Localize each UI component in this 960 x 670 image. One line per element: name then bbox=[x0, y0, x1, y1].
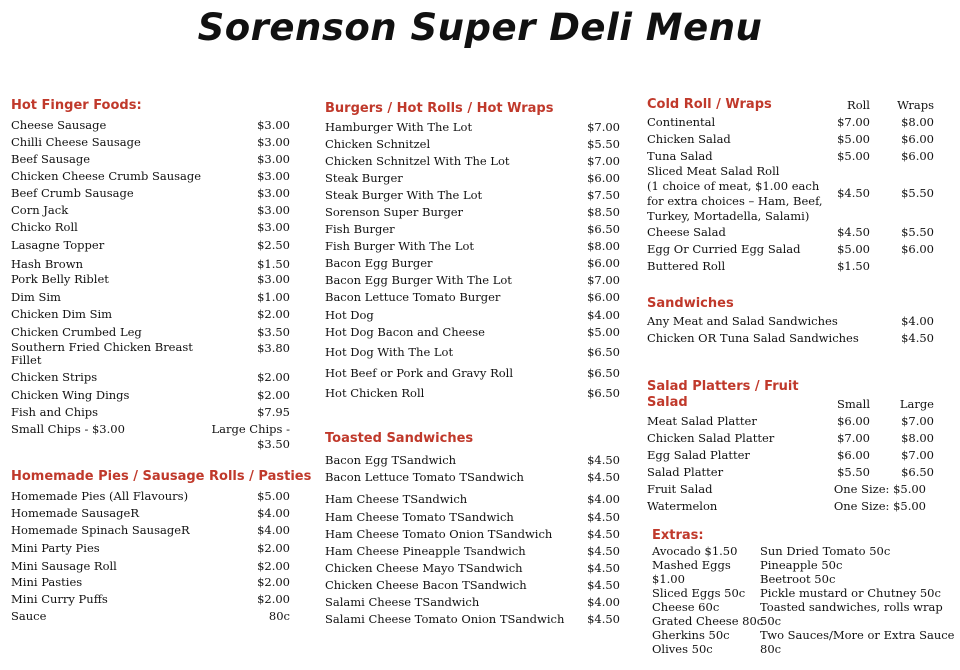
pies-heading: Homemade Pies / Sausage Rolls / Pasties bbox=[11, 469, 312, 484]
wrap-price: $6.00 bbox=[901, 242, 934, 256]
menu-item-name: Dim Sim bbox=[11, 290, 61, 304]
small-price: $7.00 bbox=[837, 431, 870, 445]
menu-item-price: $2.00 bbox=[257, 307, 290, 321]
menu-item-price: $2.00 bbox=[257, 592, 290, 606]
menu-item-price: $8.50 bbox=[587, 205, 620, 219]
menu-item-name: Chicko Roll bbox=[11, 220, 78, 234]
menu-item-price: $8.00 bbox=[587, 239, 620, 253]
extra-item: Pineapple 50c bbox=[760, 558, 843, 572]
extra-item: Avocado $1.50 bbox=[652, 544, 738, 558]
menu-item-price: $3.00 bbox=[257, 203, 290, 217]
menu-item-price: $4.00 bbox=[257, 506, 290, 520]
menu-item-price: $3.50 bbox=[257, 325, 290, 339]
menu-item-name: Hash Brown bbox=[11, 257, 83, 271]
toasted-heading: Toasted Sandwiches bbox=[325, 431, 474, 446]
menu-item-name: Cheese Salad bbox=[647, 225, 726, 239]
menu-item-price: $3.80 bbox=[257, 341, 290, 355]
menu-item-price: $3.00 bbox=[257, 272, 290, 286]
menu-item-name: Hot Dog bbox=[325, 308, 374, 322]
menu-item-name: Bacon Egg Burger With The Lot bbox=[325, 273, 512, 287]
menu-item-price: $4.50 bbox=[587, 453, 620, 467]
menu-item-price: $2.00 bbox=[257, 541, 290, 555]
extra-item: 80c bbox=[760, 642, 782, 656]
menu-item-name: Tuna Salad bbox=[647, 149, 713, 163]
menu-item-name: Fish Burger With The Lot bbox=[325, 239, 474, 253]
menu-item-name: Chicken Salad bbox=[647, 132, 731, 146]
menu-item-name: Small Chips - $3.00 bbox=[11, 422, 125, 436]
menu-item-price: $3.00 bbox=[257, 169, 290, 183]
menu-item-name: Continental bbox=[647, 115, 716, 129]
menu-item-price: $2.00 bbox=[257, 388, 290, 402]
menu-item-name: Chicken Cheese Bacon TSandwich bbox=[325, 578, 527, 592]
menu-item-price: $4.50 bbox=[587, 470, 620, 484]
menu-item-name: Steak Burger bbox=[325, 171, 403, 185]
large-price: $7.00 bbox=[901, 448, 934, 462]
menu-item-name: Bacon Egg TSandwich bbox=[325, 453, 457, 467]
small-price: $6.00 bbox=[837, 448, 870, 462]
menu-item-price: $3.00 bbox=[257, 135, 290, 149]
menu-item-price: $7.00 bbox=[587, 154, 620, 168]
large-price: $8.00 bbox=[901, 431, 934, 445]
menu-item-price: $7.95 bbox=[257, 405, 290, 419]
extra-item: Sun Dried Tomato 50c bbox=[760, 544, 891, 558]
menu-item-name: Fish and Chips bbox=[11, 405, 99, 419]
extra-item: Toasted sandwiches, rolls wrap bbox=[760, 600, 943, 614]
wrap-price: $6.00 bbox=[901, 149, 934, 163]
menu-item-price: $5.00 bbox=[257, 489, 290, 503]
menu-item-name: Hot Dog With The Lot bbox=[325, 345, 454, 359]
large-column-header: Large bbox=[899, 397, 934, 411]
menu-item-name: Mini Pasties bbox=[11, 575, 83, 589]
wraps-column-header: Wraps bbox=[897, 98, 934, 112]
roll-price: $4.50 bbox=[837, 186, 870, 200]
extra-item: Olives 50c bbox=[652, 642, 713, 656]
menu-item-name: Fish Burger bbox=[325, 222, 395, 236]
menu-item-price: Large Chips - $3.50 bbox=[211, 422, 290, 451]
extra-item: Gherkins 50c bbox=[652, 628, 730, 642]
extra-item: Cheese 60c bbox=[652, 600, 720, 614]
menu-item-price: $3.00 bbox=[257, 220, 290, 234]
menu-item-name: Egg Or Curried Egg Salad bbox=[647, 242, 801, 256]
menu-item-name: Mini Sausage Roll bbox=[11, 559, 117, 573]
roll-price: $5.00 bbox=[837, 132, 870, 146]
menu-item-name: Chicken Schnitzel bbox=[325, 137, 431, 151]
roll-column-header: Roll bbox=[847, 98, 870, 112]
menu-item-name: Sauce bbox=[11, 609, 47, 623]
menu-item-price: $5.50 bbox=[587, 137, 620, 151]
burgers-heading: Burgers / Hot Rolls / Hot Wraps bbox=[325, 101, 554, 116]
menu-item-price: $4.50 bbox=[587, 561, 620, 575]
menu-item-name: Ham Cheese TSandwich bbox=[325, 492, 468, 506]
menu-item-name: Homemade SausageR bbox=[11, 506, 139, 520]
extra-item: Two Sauces/More or Extra Sauce bbox=[760, 628, 955, 642]
hot-finger-heading: Hot Finger Foods: bbox=[11, 98, 142, 113]
small-price: $6.00 bbox=[837, 414, 870, 428]
menu-item-name: Homemade Spinach SausageR bbox=[11, 523, 190, 537]
menu-item-price: $6.50 bbox=[587, 366, 620, 380]
menu-item-price: $2.00 bbox=[257, 370, 290, 384]
large-price: $7.00 bbox=[901, 414, 934, 428]
wrap-price: $5.50 bbox=[901, 225, 934, 239]
roll-price: $7.00 bbox=[837, 115, 870, 129]
menu-item-name: Steak Burger With The Lot bbox=[325, 188, 483, 202]
menu-item-name: Salami Cheese Tomato Onion TSandwich bbox=[325, 612, 565, 626]
menu-item-price: $6.00 bbox=[587, 256, 620, 270]
menu-item-name: Homemade Pies (All Flavours) bbox=[11, 489, 189, 503]
one-size-price: One Size: $5.00 bbox=[833, 499, 926, 513]
menu-item-price: $4.00 bbox=[901, 314, 934, 328]
menu-item-name: Corn Jack bbox=[11, 203, 69, 217]
menu-item-price: $4.00 bbox=[587, 492, 620, 506]
menu-item-price: $1.00 bbox=[257, 290, 290, 304]
menu-item-name: Mini Party Pies bbox=[11, 541, 100, 555]
menu-item-name: Beef Sausage bbox=[11, 152, 91, 166]
one-size-price: One Size: $5.00 bbox=[833, 482, 926, 496]
menu-item-name: Pork Belly Riblet bbox=[11, 272, 109, 286]
menu-item-name: Salad Platter bbox=[647, 465, 724, 479]
menu-title: Sorenson Super Deli Menu bbox=[197, 6, 763, 49]
wrap-price: $5.50 bbox=[901, 186, 934, 200]
menu-item-price: $4.50 bbox=[587, 578, 620, 592]
menu-item-price: $6.00 bbox=[587, 171, 620, 185]
menu-item-name: Bacon Egg Burger bbox=[325, 256, 433, 270]
menu-item-price: $4.50 bbox=[587, 527, 620, 541]
menu-item-price: $4.50 bbox=[587, 544, 620, 558]
menu-item-name: Hot Beef or Pork and Gravy Roll bbox=[325, 366, 514, 380]
extra-item: 50c bbox=[760, 614, 782, 628]
menu-item-name: Chicken Wing Dings bbox=[11, 388, 130, 402]
menu-item-name: Watermelon bbox=[647, 499, 718, 513]
menu-item-price: $4.00 bbox=[257, 523, 290, 537]
menu-item-name: Ham Cheese Tomato Onion TSandwich bbox=[325, 527, 553, 541]
small-column-header: Small bbox=[837, 397, 870, 411]
menu-item-price: $4.50 bbox=[587, 612, 620, 626]
extra-item: Mashed Eggs bbox=[652, 558, 731, 572]
menu-item-name: Sorenson Super Burger bbox=[325, 205, 464, 219]
menu-item-price: $2.00 bbox=[257, 559, 290, 573]
menu-item-name: Salami Cheese TSandwich bbox=[325, 595, 480, 609]
menu-item-name: Chicken Strips bbox=[11, 370, 98, 384]
wrap-price: $8.00 bbox=[901, 115, 934, 129]
wrap-price: $6.00 bbox=[901, 132, 934, 146]
menu-item-name: Ham Cheese Pineapple Tsandwich bbox=[325, 544, 526, 558]
roll-price: $1.50 bbox=[837, 259, 870, 273]
extra-item: Grated Cheese 80c bbox=[652, 614, 764, 628]
roll-price: $5.00 bbox=[837, 242, 870, 256]
menu-item-name: Lasagne Topper bbox=[11, 238, 105, 252]
menu-item-price: $1.50 bbox=[257, 257, 290, 271]
menu-item-name: Chicken Cheese Crumb Sausage bbox=[11, 169, 202, 183]
extras-heading: Extras: bbox=[652, 528, 704, 543]
menu-item-name: Egg Salad Platter bbox=[647, 448, 750, 462]
menu-item-price: $7.50 bbox=[587, 188, 620, 202]
menu-item-name: Mini Curry Puffs bbox=[11, 592, 108, 606]
menu-item-name: Hot Chicken Roll bbox=[325, 386, 425, 400]
menu-item-name: Chicken Schnitzel With The Lot bbox=[325, 154, 510, 168]
menu-item-price: $5.00 bbox=[587, 325, 620, 339]
menu-item-name: Cheese Sausage bbox=[11, 118, 107, 132]
menu-item-name: Chicken Cheese Mayo TSandwich bbox=[325, 561, 523, 575]
menu-item-name: Bacon Lettuce Tomato Burger bbox=[325, 290, 501, 304]
menu-item-name: Ham Cheese Tomato TSandwich bbox=[325, 510, 514, 524]
menu-item-price: $4.50 bbox=[901, 331, 934, 345]
menu-item-name: Chicken Crumbed Leg bbox=[11, 325, 142, 339]
menu-item-price: $6.50 bbox=[587, 222, 620, 236]
menu-item-price: $3.00 bbox=[257, 186, 290, 200]
menu-item-price: $4.00 bbox=[587, 595, 620, 609]
menu-item-name: Buttered Roll bbox=[647, 259, 726, 273]
extra-item: Pickle mustard or Chutney 50c bbox=[760, 586, 941, 600]
menu-item-name: Hamburger With The Lot bbox=[325, 120, 473, 134]
menu-item-price: $2.00 bbox=[257, 575, 290, 589]
extra-item: Sliced Eggs 50c bbox=[652, 586, 746, 600]
sandwiches-heading: Sandwiches bbox=[647, 296, 734, 311]
menu-item-price: $6.50 bbox=[587, 345, 620, 359]
menu-item-name: Chicken OR Tuna Salad Sandwiches bbox=[647, 331, 859, 345]
platters-heading: Salad Platters / Fruit bbox=[647, 379, 799, 394]
menu-item-price: 80c bbox=[268, 609, 290, 623]
menu-item-price: $7.00 bbox=[587, 120, 620, 134]
menu-item-price: $2.50 bbox=[257, 238, 290, 252]
roll-price: $4.50 bbox=[837, 225, 870, 239]
menu-item-name: Chicken Dim Sim bbox=[11, 307, 113, 321]
extra-item: Beetroot 50c bbox=[760, 572, 836, 586]
menu-item-price: $7.00 bbox=[587, 273, 620, 287]
large-price: $6.50 bbox=[901, 465, 934, 479]
menu-item-name: Beef Crumb Sausage bbox=[11, 186, 134, 200]
menu-item-name: Meat Salad Platter bbox=[647, 414, 757, 428]
roll-price: $5.00 bbox=[837, 149, 870, 163]
menu-item-name: Any Meat and Salad Sandwiches bbox=[647, 314, 838, 328]
menu-item-name: Hot Dog Bacon and Cheese bbox=[325, 325, 485, 339]
menu-item-price: $4.00 bbox=[587, 308, 620, 322]
menu-item-name: Sliced Meat Salad Roll (1 choice of meat, $1.00 each for extra choices – Ham, Beef, Turkey, Mortadella, Salami) bbox=[647, 164, 823, 223]
menu-item-price: $6.50 bbox=[587, 386, 620, 400]
menu-item-price: $4.50 bbox=[587, 510, 620, 524]
menu-item-price: $3.00 bbox=[257, 118, 290, 132]
menu-item-name: Chilli Cheese Sausage bbox=[11, 135, 141, 149]
extra-item: $1.00 bbox=[652, 572, 685, 586]
menu-item-price: $3.00 bbox=[257, 152, 290, 166]
small-price: $5.50 bbox=[837, 465, 870, 479]
platters-heading-line2: Salad bbox=[647, 395, 688, 410]
menu-item-name: Southern Fried Chicken Breast Fillet bbox=[11, 340, 193, 367]
cold-roll-heading: Cold Roll / Wraps bbox=[647, 97, 772, 112]
menu-item-name: Chicken Salad Platter bbox=[647, 431, 775, 445]
menu-item-price: $6.00 bbox=[587, 290, 620, 304]
menu-item-name: Bacon Lettuce Tomato TSandwich bbox=[325, 470, 524, 484]
menu-item-name: Fruit Salad bbox=[647, 482, 713, 496]
